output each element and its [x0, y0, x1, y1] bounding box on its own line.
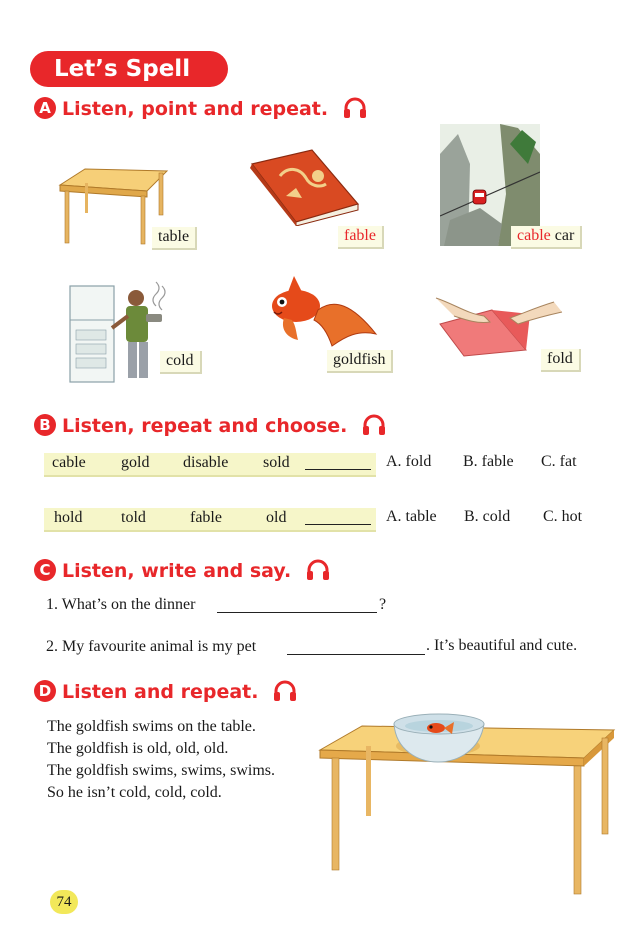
poem-line: So he isn’t cold, cold, cold. — [47, 784, 222, 801]
answer-blank[interactable] — [287, 640, 425, 655]
headphones-icon[interactable] — [306, 559, 330, 581]
section-a-header — [34, 97, 367, 120]
answer-blank[interactable] — [217, 598, 377, 613]
sentence-2-end: . It’s beautiful and cute. — [426, 637, 578, 654]
folding-paper-icon — [434, 290, 564, 358]
word-label-table: table — [152, 227, 197, 250]
word-label-goldfish: goldfish — [327, 350, 393, 373]
poem-line: The goldfish swims on the table. — [47, 718, 256, 735]
lesson-banner: Let’s Spell — [30, 51, 228, 87]
section-b-badge: B — [34, 414, 56, 436]
table-with-fishbowl-icon — [318, 706, 618, 896]
option[interactable]: A. fold — [386, 453, 432, 470]
word: fable — [190, 509, 222, 526]
word-label-cold: cold — [160, 351, 202, 374]
option[interactable]: C. hot — [543, 508, 583, 525]
word: old — [266, 509, 287, 526]
section-b-header — [34, 414, 386, 437]
section-a-title: Listen, point and repeat. — [62, 98, 329, 120]
sentence-2-start: 2. My favourite animal is my pet — [46, 638, 257, 655]
headphones-icon[interactable] — [273, 680, 297, 702]
word: cable — [52, 454, 86, 471]
section-d-title: Listen and repeat. — [62, 681, 259, 703]
word: sold — [263, 454, 290, 471]
section-a-badge: A — [34, 97, 56, 119]
headphones-icon[interactable] — [362, 414, 386, 436]
answer-blank[interactable] — [305, 455, 371, 470]
word-label-cable-car: cable car — [511, 226, 582, 249]
word: gold — [121, 454, 150, 471]
option[interactable]: C. fat — [541, 453, 577, 470]
headphones-icon[interactable] — [343, 97, 367, 119]
word: told — [121, 509, 146, 526]
section-c-header — [34, 559, 330, 582]
word: hold — [54, 509, 83, 526]
section-d-badge: D — [34, 680, 56, 702]
option[interactable]: B. fable — [463, 453, 514, 470]
section-c-title: Listen, write and say. — [62, 560, 292, 582]
word-label-fable: fable — [338, 226, 384, 249]
section-b-title: Listen, repeat and choose. — [62, 415, 348, 437]
book-icon — [248, 146, 363, 226]
answer-blank[interactable] — [305, 510, 371, 525]
option[interactable]: A. table — [386, 508, 437, 525]
sentence-1-end: ? — [379, 596, 387, 613]
page-number: 74 — [50, 890, 78, 914]
word: disable — [183, 454, 229, 471]
option[interactable]: B. cold — [464, 508, 511, 525]
goldfish-icon — [262, 274, 380, 354]
poem — [47, 716, 275, 804]
poem-line: The goldfish is old, old, old. — [47, 740, 229, 757]
word-label-fold: fold — [541, 349, 581, 372]
section-c-badge: C — [34, 559, 56, 581]
section-d-header — [34, 680, 297, 703]
sentence-1-start: 1. What’s on the dinner — [46, 596, 196, 613]
poem-line: The goldfish swims, swims, swims. — [47, 762, 276, 779]
